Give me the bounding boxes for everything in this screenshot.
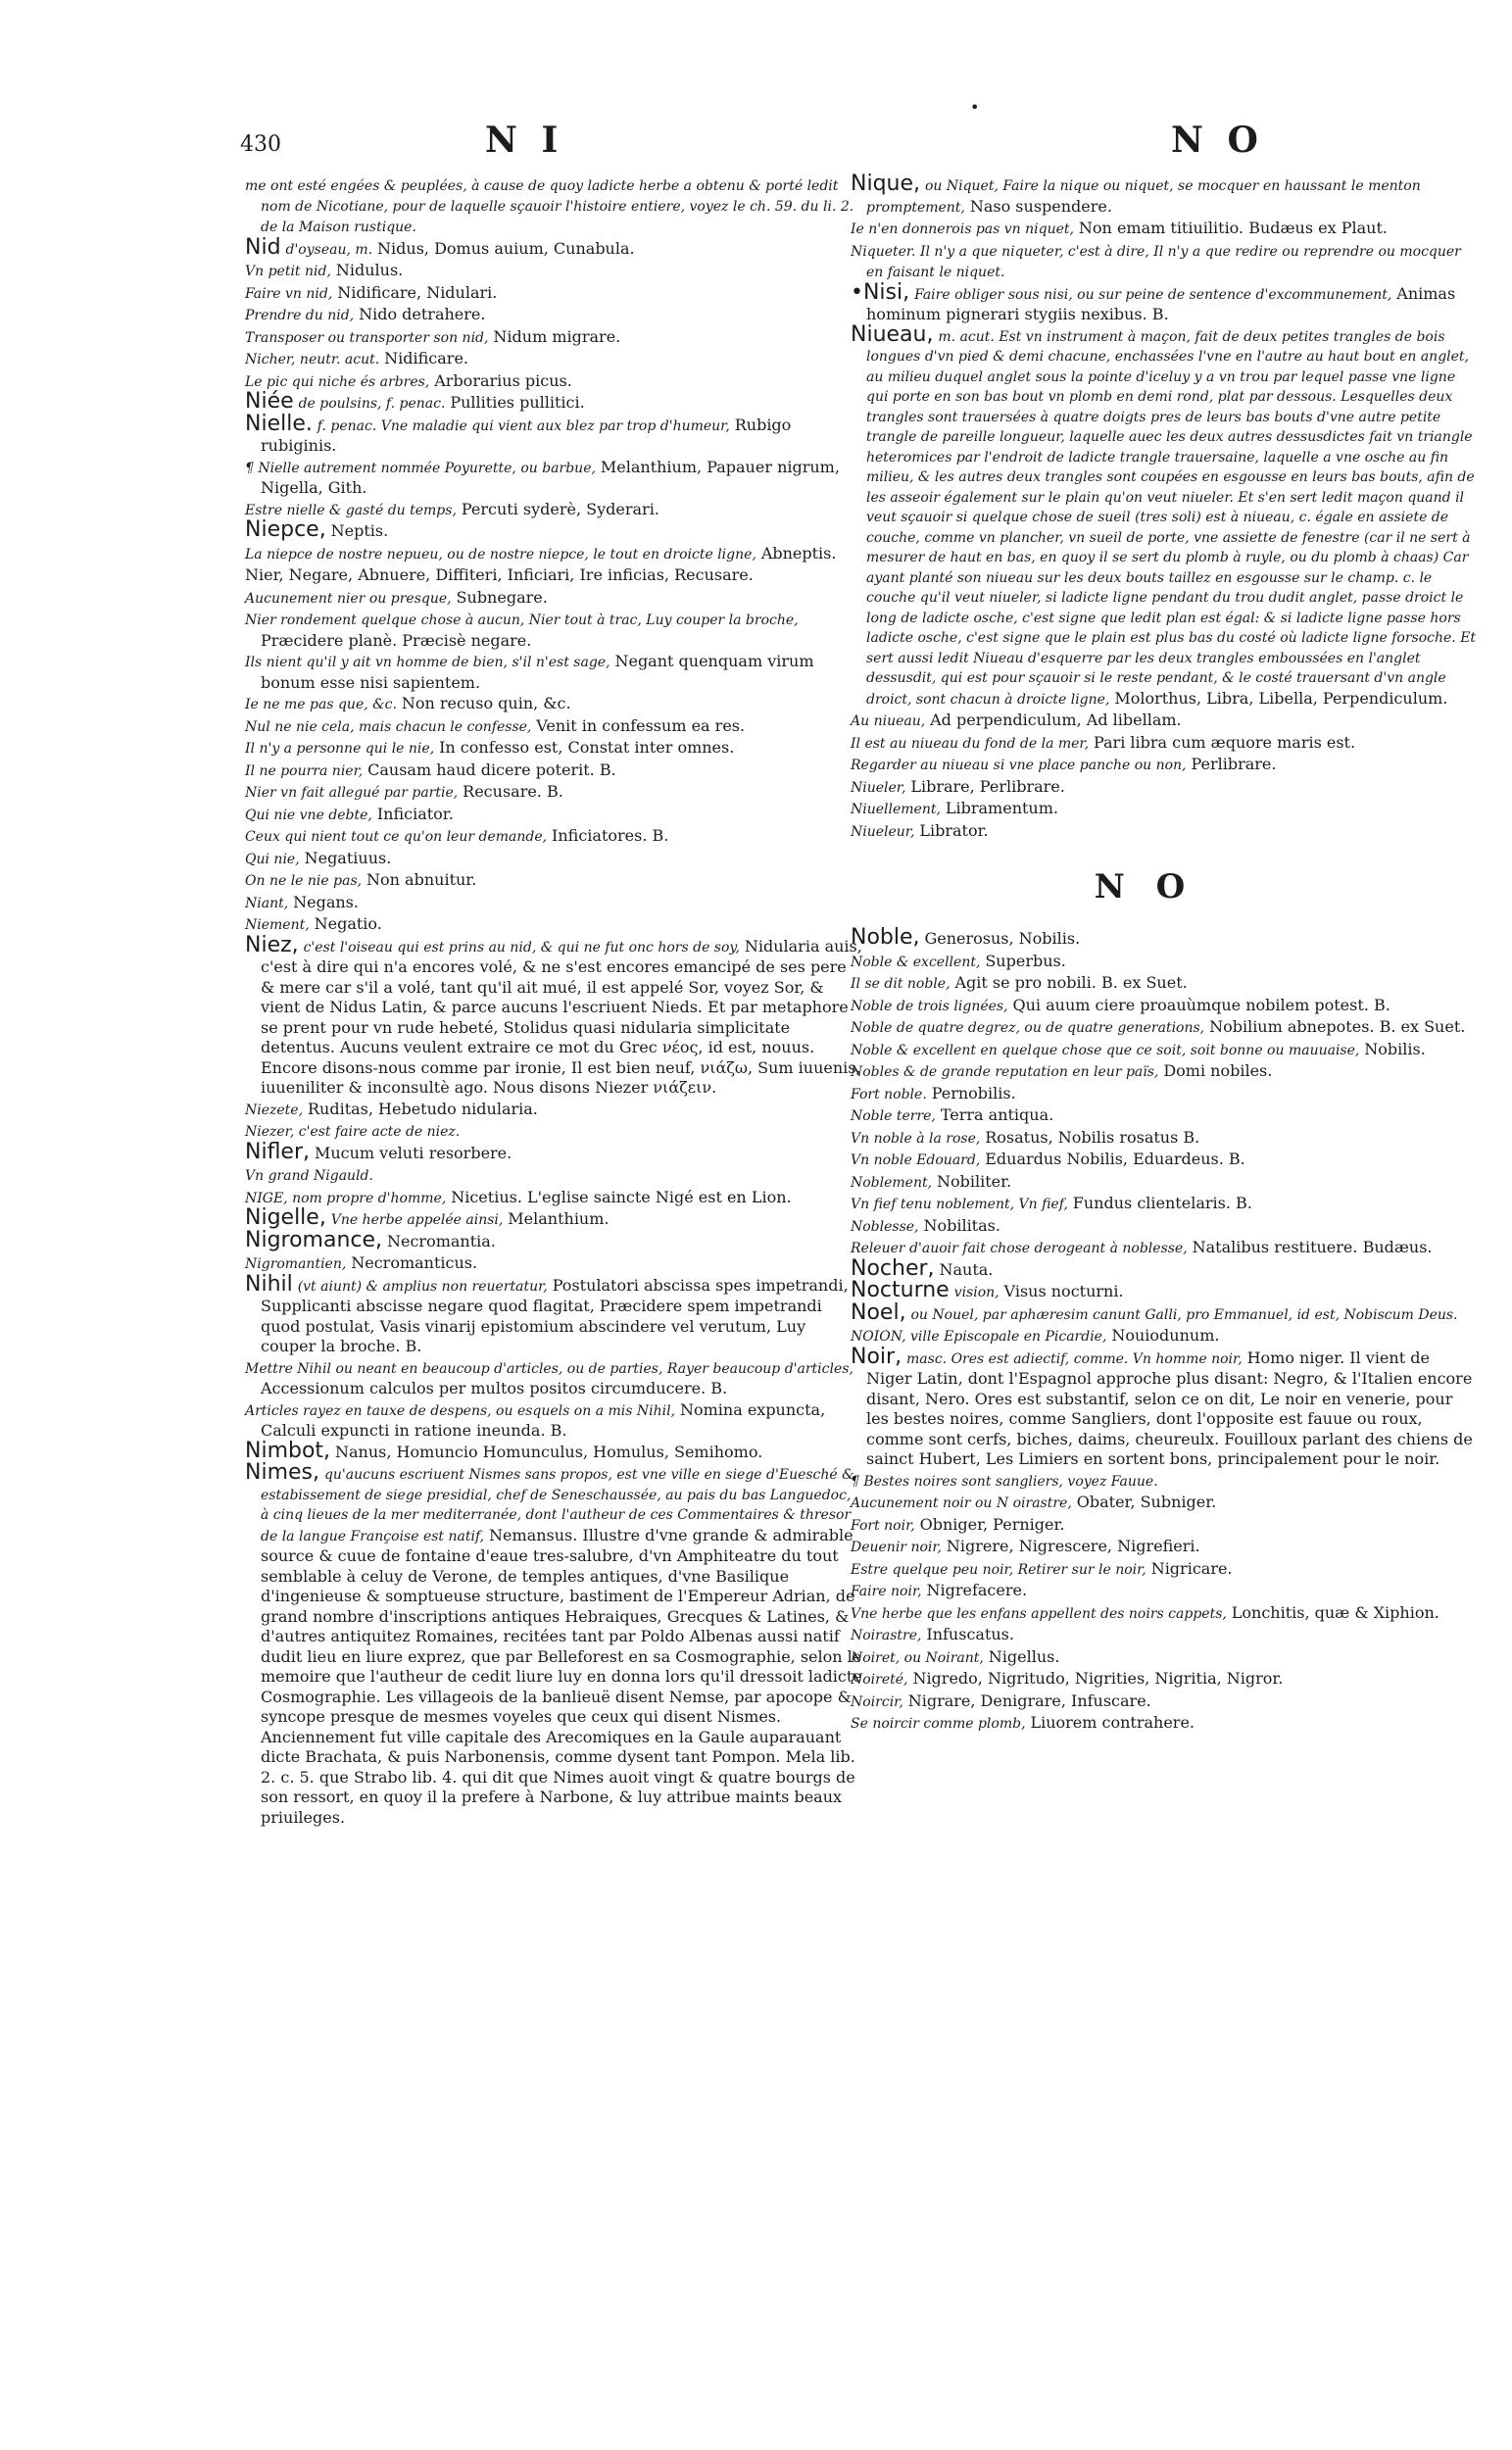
dictionary-entry	[245, 543, 862, 565]
entry-french-text: Vne herbe que les enfans appellent des noirs cappets,	[851, 1605, 1227, 1622]
dictionary-entry	[245, 825, 862, 848]
entry-french-text: Vne herbe appelée ainsi,	[330, 1212, 504, 1228]
entry-latin-text: Rubigo rubiginis.	[261, 415, 792, 455]
entry-latin-text: Necromanticus.	[351, 1253, 478, 1272]
dictionary-entry	[851, 1624, 1478, 1646]
dictionary-entry	[851, 1149, 1478, 1171]
entry-headword: Nocturne	[851, 1278, 950, 1302]
entry-latin-text: Nier, Negare, Abnuere, Diffiteri, Inficiari, Ire inficias, Recusare.	[245, 565, 754, 584]
entry-headword: Niez,	[245, 932, 299, 957]
entry-latin-text: Obater, Subniger.	[1076, 1493, 1217, 1511]
entry-french-text: Mettre Nihil ou neant en beaucoup d'articles, ou de parties, Rayer beaucoup d'articles,	[245, 1360, 854, 1377]
page-number: 430	[240, 132, 281, 157]
dictionary-entry	[245, 499, 862, 521]
entry-french-text: Niant,	[245, 895, 289, 911]
entry-latin-text: Præcidere planè. Præcisè negare.	[261, 630, 532, 650]
entry-latin-text: Causam haud dicere poterit. B.	[367, 760, 616, 779]
entry-latin-text: Pernobilis.	[931, 1083, 1016, 1102]
dictionary-entry	[851, 279, 1478, 325]
entry-latin-text: Nigricare.	[1150, 1558, 1233, 1578]
entry-latin-text: Agit se pro nobili. B. ex Suet.	[954, 973, 1188, 992]
entry-latin-text: Negatiuus.	[304, 848, 392, 867]
dictionary-entry	[851, 1536, 1478, 1558]
entry-french-text: Niueleur,	[851, 823, 915, 840]
entry-french-text: Faire noir,	[851, 1584, 922, 1599]
dictionary-entry	[851, 1060, 1478, 1083]
entry-french-text: Ie n'en donnerois pas vn niquet,	[851, 221, 1074, 237]
dictionary-entry	[851, 1646, 1478, 1669]
entry-french-text: Il n'y a personne qui le nie,	[245, 741, 435, 757]
entry-headword: Noir,	[851, 1344, 902, 1369]
entry-french-text: ou Niquet, Faire la nique ou niquet, se mocquer en haussant le menton promptement,	[866, 178, 1421, 216]
dictionary-entry	[851, 1690, 1478, 1713]
entry-french-text: Noble de quatre degrez, ou de quatre generations,	[851, 1020, 1205, 1036]
entry-french-text: Au niueau,	[851, 713, 926, 729]
dictionary-entry	[245, 1227, 862, 1253]
dictionary-entry	[245, 760, 862, 782]
entry-latin-text: Nicetius. L'eglise saincte Nigé est en Lion.	[451, 1187, 792, 1206]
entry-latin-text: Nobiliter.	[937, 1171, 1012, 1191]
entry-latin-text: Venit in confessum ea res.	[536, 715, 746, 735]
entry-french-text: Noble & excellent en quelque chose que ce soit, soit bonne ou mauuaise,	[851, 1042, 1360, 1058]
dictionary-entry	[245, 326, 862, 349]
entry-latin-text: Animas hominum pignerari stygiis nexibus. B.	[866, 283, 1456, 323]
entry-latin-text: In confesso est, Constat inter omnes.	[439, 738, 735, 757]
dictionary-entry	[245, 282, 862, 305]
entry-latin-text: Natalibus restituere. Budæus.	[1192, 1238, 1433, 1256]
entry-latin-text: Nobilis.	[1364, 1039, 1426, 1058]
entry-latin-text: Neptis.	[330, 521, 389, 540]
entry-french-text: f. penac. Vne maladie qui vient aux blez par trop d'humeur,	[317, 417, 730, 434]
entry-latin-text: Pullities pullitici.	[450, 393, 585, 412]
entry-latin-text: Terra antiqua.	[940, 1105, 1054, 1124]
dictionary-entry	[851, 972, 1478, 995]
dictionary-entry	[245, 1460, 862, 1828]
entry-french-text: Noble & excellent,	[851, 954, 981, 970]
entry-headword: •Nisi,	[851, 279, 910, 305]
entry-latin-text: Liuorem contrahere.	[1030, 1713, 1195, 1732]
entry-latin-text: Non emam titiuilitio. Budæus ex Plaut.	[1078, 219, 1388, 237]
entry-french-text: Niqueter. Il n'y a que niqueter, c'est à dire, Il n'y a que redire ou reprendre ou mocquer en faisant le niquet.	[851, 243, 1461, 280]
entry-latin-text: Recusare. B.	[463, 782, 563, 801]
entry-latin-text: Melanthium, Papauer nigrum, Nigella, Gith.	[261, 457, 840, 497]
entry-latin-text: Nomina expuncta, Calculi expuncti in ratione ineunda. B.	[261, 1399, 826, 1440]
entry-headword: Nocher,	[851, 1255, 935, 1281]
dictionary-entry	[245, 517, 862, 543]
dictionary-entry	[245, 348, 862, 370]
dictionary-entry	[851, 1237, 1478, 1259]
entry-french-text: de poulsins, f. penac.	[298, 396, 446, 412]
entry-latin-text: Qui auum ciere proauùmque nobilem potest. B.	[1012, 995, 1390, 1014]
entry-headword: Nimbot,	[245, 1438, 331, 1463]
dictionary-entry	[245, 1099, 862, 1121]
entry-latin-text: Postulatori abscissa spes impetrandi, Supplicanti abscisse negare quod flagitat, Præcidere spem impetrandi quod postulat, Vasis vinarij epistomium abscindere vel verutum, Luy couper la broche. B.	[261, 1275, 849, 1355]
entry-latin-text: Fundus clientelaris. B.	[1072, 1194, 1252, 1212]
entry-latin-text: Generosus, Nobilis.	[924, 929, 1081, 948]
entry-french-text: Le pic qui niche és arbres,	[245, 373, 430, 390]
entry-french-text: Noble terre,	[851, 1108, 936, 1124]
entry-headword: Nimes,	[245, 1460, 319, 1485]
entry-latin-text: Superbus.	[985, 951, 1066, 970]
entry-latin-text: Mucum veluti resorbere.	[314, 1143, 512, 1162]
entry-french-text: Noble de trois lignées,	[851, 998, 1008, 1014]
entry-french-text: Vn noble à la rose,	[851, 1130, 981, 1147]
dictionary-entry	[851, 1278, 1478, 1303]
dictionary-entry	[851, 1039, 1478, 1061]
entry-french-text: ¶ Nielle autrement nommée Poyurette, ou barbue,	[245, 460, 596, 476]
entry-french-text: Vn fief tenu noblement, Vn fief,	[851, 1197, 1068, 1212]
dictionary-entry	[851, 1470, 1478, 1493]
dictionary-entry	[245, 715, 862, 738]
entry-french-text: Qui nie,	[245, 851, 300, 867]
dictionary-entry	[851, 1580, 1478, 1602]
entry-latin-text: Molorthus, Libra, Libella, Perpendiculum.	[1114, 688, 1448, 708]
dictionary-entry	[851, 1668, 1478, 1690]
dictionary-entry	[245, 564, 862, 587]
entry-french-text: Ceux qui nient tout ce qu'on leur demande,	[245, 829, 548, 845]
entry-latin-text: Nidificare.	[384, 349, 469, 368]
dictionary-entry	[245, 848, 862, 870]
dictionary-entry	[851, 798, 1478, 820]
entry-french-text: Noircir,	[851, 1693, 903, 1710]
entry-latin-text: Obniger, Perniger.	[919, 1514, 1065, 1534]
entry-french-text: Estre quelque peu noir, Retirer sur le noir,	[851, 1561, 1146, 1578]
entry-latin-text: Nouiodunum.	[1111, 1326, 1220, 1345]
left-column	[245, 174, 862, 1828]
dictionary-entry	[851, 754, 1478, 776]
entry-french-text: Il ne pourra nier,	[245, 762, 364, 779]
right-column	[851, 174, 1478, 1735]
dictionary-entry	[245, 260, 862, 282]
dictionary-entry	[245, 869, 862, 892]
dictionary-entry	[851, 1712, 1478, 1735]
entry-headword: Nid	[245, 234, 281, 260]
entry-french-text: c'est l'oiseau qui est prins au nid, & qui ne fut onc hors de soy,	[303, 939, 740, 956]
entry-latin-text: Librator.	[919, 820, 989, 840]
entry-french-text: Regarder au niueau si vne place panche ou non,	[851, 758, 1187, 773]
entry-latin-text: Nidum migrare.	[493, 326, 621, 346]
printer-mark: •	[970, 98, 980, 117]
dictionary-entry	[851, 218, 1478, 240]
entry-french-text: Noirastre,	[851, 1628, 922, 1643]
entry-latin-text: Non abnuitur.	[366, 870, 477, 889]
dictionary-entry	[245, 1438, 862, 1464]
entry-french-text: Fort noble.	[851, 1086, 927, 1102]
dictionary-entry	[851, 1299, 1478, 1326]
dictionary-entry	[851, 1514, 1478, 1537]
entry-headword: Niueau,	[851, 321, 934, 347]
dictionary-entry	[245, 1187, 862, 1209]
entry-latin-text: Nigrere, Nigrescere, Nigrefieri.	[946, 1537, 1200, 1555]
entry-latin-text: Perlibrare.	[1191, 755, 1277, 773]
entry-french-text: Nigromantien,	[245, 1256, 347, 1272]
dictionary-entry	[851, 1171, 1478, 1194]
right-column-bottom-entries	[851, 925, 1478, 1735]
dictionary-entry	[245, 609, 862, 651]
dictionary-entry	[245, 1139, 862, 1165]
entry-latin-text: Ruditas, Hebetudo nidularia.	[307, 1099, 538, 1118]
entry-latin-text: Inficiator.	[376, 804, 454, 823]
entry-latin-text: Rosatus, Nobilis rosatus B.	[985, 1127, 1200, 1147]
entry-french-text: Aucunement nier ou presque,	[245, 590, 452, 607]
dictionary-entry	[245, 1164, 862, 1187]
entry-french-text: qu'aucuns escriuent Nismes sans propos, est vne ville en siege d'Euesché & estabissement de siege presidial, chef de Seneschaussée, au pais du bas Languedoc, à cinq lieues de la mer mediterranée, dont l'autheur de ces Commentaires & thresor de la langue Françoise est natif,	[261, 1467, 854, 1544]
dictionary-entry	[851, 925, 1478, 951]
dictionary-entry	[245, 1357, 862, 1399]
dictionary-entry	[245, 174, 862, 238]
dictionary-entry	[851, 1127, 1478, 1150]
entry-french-text: Noireté,	[851, 1672, 908, 1688]
entry-latin-text: Nidularia auis, c'est à dire qui n'a encores volé, & ne s'est encores emancipé de ses pere & mere car s'il a volé, tant qu'il ait mué, il est appelé Sor, voyez Sor, & vient de Nidus Latin, & parce aucuns l'escriuent Nieds. Et par metaphore se prent pour vn rude hebeté, Stolidus quasi nidularia simplicitate detentus. Aucuns veulent extraire ce mot du Grec νέος, id est, nouus. Encore disons-nous comme par ironie, Il est bien neuf, νιάζω, Sum iuuenis, iuueniliter & inconsultè ago. Nous disons Niezer νιάζειν.	[261, 936, 862, 1097]
dictionary-entry	[245, 804, 862, 826]
entry-latin-text: Nemansus. Illustre d'vne grande & admirable source & cuue de fontaine d'eaue tres-salubre, d'vn Amphiteatre du tout semblable à celuy de Verone, de temples antiques, d'vne Basilique d'ingenieuse & somptueuse structure, bastiment de l'Empereur Adrian, de grand nombre d'inscriptions antiques Hebraiques, Grecques & Latines, & d'autres antiquitez Romaines, recitées tant par Poldo Albenas aussi natif dudit lieu en liure exprez, que par Belleforest en sa Cosmographie, selon le memoire que l'autheur de cedit liure luy en donna lors qu'il dressoit ladicte Cosmographie. Les villageois de la banlieuë disent Nemse, par apocope & syncope presque de mesmes voyeles que ceux qui disent Nismes. Anciennement fut ville capitale des Arecomiques en la Gaule auparauant dicte Brachata, & puis Narbonensis, comme dysent tant Pompon. Mela lib. 2. c. 5. que Strabo lib. 4. qui dit que Nimes auoit vingt & quatre bourgs de son ressort, en quoy il la prefere à Narbone, & luy attribue maints beaux priuileges.	[261, 1525, 862, 1827]
entry-french-text: ou Nouel, par aphæresim canunt Galli, pro Emmanuel, id est, Nobiscum Deus.	[910, 1306, 1458, 1323]
entry-headword: Niepce,	[245, 517, 326, 542]
dictionary-entry	[245, 304, 862, 326]
entry-french-text: Niuellement,	[851, 802, 941, 817]
entry-latin-text: Lonchitis, quæ & Xiphion.	[1231, 1602, 1439, 1622]
entry-french-text: Faire vn nid,	[245, 285, 333, 302]
entry-french-text: Nicher, neutr. acut.	[245, 352, 380, 368]
entry-french-text: Vn noble Edouard,	[851, 1152, 981, 1168]
entry-french-text: Releuer d'auoir fait chose derogeant à noblesse,	[851, 1241, 1188, 1256]
entry-french-text: Fort noir,	[851, 1517, 915, 1534]
entry-french-text: Qui nie vne debte,	[245, 807, 372, 823]
dictionary-entry	[851, 1215, 1478, 1238]
dictionary-entry	[851, 174, 1478, 218]
entry-french-text: me ont esté engées & peuplées, à cause de quoy ladicte herbe a obtenu & porté ledit nom de Nicotiane, pour de laquelle sçauoir l'histoire entiere, voyez le ch. 59. du li. 2. de la Maison rustique.	[245, 178, 854, 235]
entry-latin-text: Nidificare, Nidulari.	[337, 282, 498, 302]
dictionary-entry	[245, 781, 862, 804]
dictionary-entry	[245, 932, 862, 1099]
entry-french-text: masc. Ores est adiectif, comme. Vn homme noir,	[906, 1350, 1243, 1367]
entry-latin-text: Abneptis.	[760, 543, 837, 563]
entry-french-text: Ie ne me pas que, &c.	[245, 697, 397, 712]
entry-latin-text: Nauta.	[939, 1259, 994, 1279]
entry-french-text: Nier vn fait allegué par partie,	[245, 785, 459, 801]
entry-latin-text: Naso suspendere.	[969, 196, 1112, 216]
dictionary-entry	[851, 321, 1478, 710]
entry-french-text: Niezer, c'est faire acte de niez.	[245, 1124, 461, 1140]
dictionary-entry	[245, 913, 862, 936]
entry-headword: Nigelle,	[245, 1205, 326, 1230]
entry-latin-text: Nobilitas.	[923, 1215, 1000, 1235]
entry-latin-text: Visus nocturni.	[1003, 1282, 1124, 1300]
entry-headword: Nigromance,	[245, 1227, 383, 1252]
dictionary-entry	[245, 693, 862, 715]
entry-french-text: Transposer ou transporter son nid,	[245, 329, 489, 346]
entry-latin-text: Nanus, Homuncio Homunculus, Homulus, Semihomo.	[334, 1442, 763, 1461]
entry-french-text: m. acut. Est vn instrument à maçon, fait de deux petites trangles de bois longues d'vn pied & demi chacune, enchassées l'vne en l'autre au haut bout en anglet, au milieu duquel anglet sous la pointe d'iceluy y a vn trou par lequel passe vne ligne qui porte en son bas bout vn plomb en demi rond, plat par dessous. Lesquelles deux trangles sont trauersées à quatre doigts pres de leurs bas bouts d'vne autre petite trangle de pareille longueur, laquelle auec les deux autres dessusdictes fait vn triangle heteromices par l'endroit de ladicte trangle trauersaine, laquelle a vne osche au fin milieu, & les autres deux trangles sont coupées en esgousse en leurs bas bouts, afin de les asseoir également sur le plain qu'on veut niueler. Et s'en sert ledit maçon quand il veut sçauoir si quelque chose de sueil (tres soli) est à niueau, c. égale en assiete de couche, comme vn plancher, vn sueil de porte, vne assiette de fenestre (car il ne sert à mesurer de haut en bas, en quoy il se sert du plomb à ruyle, ou du plomb à chaas) Car ayant planté son niueau sur les deux bouts taillez en esgousse sur le champ. c. le couche qu'il veut niueler, si ladicte ligne pendant du trou dudit anglet, passe droict le long de ladicte osche, c'est signe que ledit plan est égal: & si ladicte ligne passe hors ladicte osche, c'est signe que le plain est plus bas du costé où ladicte ligne forsoche. Et sert aussi ledit Niueau d'esquerre par les deux trangles emboussées en l'anglet dessusdit, qui est pour sçauoir si le reste pendant, & le costé trauersant d'vn angle droict, sont chacun à droicte ligne,	[866, 328, 1477, 708]
entry-latin-text: Negans.	[293, 892, 359, 911]
entry-latin-text: Domi nobiles.	[1163, 1061, 1273, 1080]
entry-latin-text: Melanthium.	[508, 1209, 610, 1228]
dictionary-entry	[245, 737, 862, 760]
dictionary-entry	[851, 1344, 1478, 1470]
entry-latin-text: Necromantia.	[386, 1231, 496, 1250]
entry-french-text: NIGE, nom propre d'homme,	[245, 1190, 447, 1206]
dictionary-entry	[245, 457, 862, 499]
dictionary-entry	[851, 820, 1478, 843]
dictionary-entry	[245, 651, 862, 693]
dictionary-entry	[851, 732, 1478, 755]
entry-latin-text: Nigrare, Denigrare, Infuscare.	[907, 1690, 1151, 1710]
entry-french-text: Articles rayez en tauxe de despens, ou esquels on a mis Nihil,	[245, 1402, 676, 1419]
dictionary-entry	[851, 1083, 1478, 1105]
dictionary-entry	[851, 1558, 1478, 1581]
dictionary-entry	[851, 1492, 1478, 1514]
entry-latin-text: Nigrefacere.	[926, 1581, 1028, 1599]
section-heading: N O	[1094, 867, 1195, 906]
entry-french-text: Nier rondement quelque chose à aucun, Nier tout à trac, Luy couper la broche,	[245, 612, 799, 628]
entry-latin-text: Infuscatus.	[926, 1625, 1014, 1643]
entry-french-text: Noblement,	[851, 1174, 933, 1191]
entry-latin-text: Ad perpendiculum, Ad libellam.	[930, 710, 1182, 729]
entry-french-text: On ne le nie pas,	[245, 873, 363, 889]
entry-latin-text: Eduardus Nobilis, Eduardeus. B.	[985, 1150, 1245, 1168]
entry-french-text: Noiret, ou Noirant,	[851, 1649, 984, 1666]
entry-latin-text: Nido detrahere.	[359, 305, 486, 323]
entry-latin-text: Arborarius picus.	[434, 370, 572, 390]
entry-french-text: Niueler,	[851, 779, 906, 796]
entry-french-text: Vn grand Nigauld.	[245, 1168, 373, 1184]
entry-french-text: Nul ne nie cela, mais chacun le confesse,	[245, 718, 532, 735]
dictionary-entry	[851, 1193, 1478, 1215]
entry-french-text: vision,	[953, 1285, 1000, 1300]
entry-latin-text: Nigellus.	[988, 1646, 1060, 1666]
entry-headword: Nihil	[245, 1271, 293, 1297]
entry-headword: Nielle.	[245, 411, 313, 436]
entry-french-text: Se noircir comme plomb,	[851, 1716, 1026, 1732]
entry-french-text: Noblesse,	[851, 1218, 919, 1235]
dictionary-entry	[245, 234, 862, 261]
dictionary-entry	[851, 1325, 1478, 1348]
entry-french-text: (vt aiunt) & amplius non reuertatur,	[297, 1278, 548, 1295]
right-column-top-entries	[851, 174, 1478, 842]
running-head-left: N I	[485, 120, 564, 161]
entry-french-text: Nobles & de grande reputation en leur païs,	[851, 1064, 1159, 1080]
dictionary-entry	[245, 411, 862, 457]
entry-french-text: Niement,	[245, 917, 310, 933]
dictionary-entry	[245, 1399, 862, 1442]
entry-latin-text: Negatio.	[314, 914, 382, 933]
entry-french-text: Ils nient qu'il y ait vn homme de bien, s'il n'est sage,	[245, 655, 610, 670]
dictionary-entry	[851, 1016, 1478, 1039]
entry-french-text: Il se dit noble,	[851, 976, 951, 992]
entry-headword: Noble,	[851, 925, 920, 950]
entry-latin-text: Accessionum calculos per multos positos circumducere. B.	[261, 1379, 728, 1397]
entry-latin-text: Nidulus.	[335, 261, 404, 279]
entry-french-text: d'oyseau, m.	[285, 241, 373, 258]
entry-latin-text: Nobilium abnepotes. B. ex Suet.	[1209, 1017, 1466, 1036]
dictionary-entry	[851, 776, 1478, 799]
dictionary-entry	[851, 1104, 1478, 1127]
dictionary-entry	[851, 1602, 1478, 1625]
entry-headword: Niée	[245, 389, 294, 414]
entry-french-text: Niezete,	[245, 1102, 304, 1118]
entry-french-text: Aucunement noir ou N oirastre,	[851, 1495, 1072, 1511]
dictionary-entry	[851, 240, 1478, 283]
entry-french-text: La niepce de nostre nepueu, ou de nostre niepce, le tout en droicte ligne,	[245, 546, 756, 563]
dictionary-entry	[245, 370, 862, 393]
entry-latin-text: Negant quenquam virum bonum esse nisi sapientem.	[261, 652, 814, 692]
entry-latin-text: Inficiatores. B.	[552, 826, 669, 845]
entry-french-text: Prendre du nid,	[245, 308, 355, 323]
entry-french-text: ¶ Bestes noires sont sangliers, voyez Fauue.	[851, 1473, 1158, 1490]
dictionary-entry	[851, 995, 1478, 1017]
entry-french-text: NOION, ville Episcopale en Picardie,	[851, 1329, 1107, 1345]
entry-latin-text: Librare, Perlibrare.	[910, 776, 1065, 796]
entry-french-text: Estre nielle & gasté du temps,	[245, 502, 457, 518]
dictionary-entry	[851, 951, 1478, 973]
entry-latin-text: Non recuso quin, &c.	[401, 694, 571, 712]
running-head-right: N O	[1171, 120, 1264, 161]
dictionary-entry	[851, 710, 1478, 732]
entry-french-text: Vn petit nid,	[245, 264, 331, 279]
entry-latin-text: Percuti syderè, Syderari.	[461, 499, 659, 518]
entry-latin-text: Homo niger. Il vient de Niger Latin, dont l'Espagnol approche plus disant: Negro, & l'Italien encore disant, Nero. Ores est substantif, selon ce on dit, Le noir en venerie, pour les bestes noires, comme Sangliers, dont l'opposite est fauue ou roux, comme sont cerfs, biches, daims, cheureulx. Fouilloux parlant des chiens de sainct Hubert, Les Limiers en sortent bons, principalement pour le noir.	[866, 1348, 1473, 1468]
dictionary-entry	[245, 1271, 862, 1357]
dictionary-entry	[245, 587, 862, 610]
dictionary-entry	[245, 1120, 862, 1143]
entry-french-text: Deuenir noir,	[851, 1540, 942, 1555]
dictionary-entry	[245, 1252, 862, 1275]
dictionary-entry	[245, 389, 862, 415]
entry-latin-text: Nigredo, Nigritudo, Nigrities, Nigritia, Nigror.	[912, 1669, 1284, 1688]
entry-french-text: Il est au niueau du fond de la mer,	[851, 735, 1090, 752]
entry-headword: Noel,	[851, 1299, 906, 1325]
entry-latin-text: Libramentum.	[945, 799, 1058, 817]
entry-french-text: Faire obliger sous nisi, ou sur peine de sentence d'excommunement,	[914, 286, 1392, 303]
dictionary-entry	[245, 892, 862, 914]
entry-latin-text: Pari libra cum æquore maris est.	[1093, 732, 1356, 752]
entry-headword: Nifler,	[245, 1139, 310, 1164]
entry-latin-text: Subnegare.	[456, 587, 548, 607]
entry-headword: Nique,	[851, 172, 921, 196]
entry-latin-text: Nidus, Domus auium, Cunabula.	[377, 238, 635, 258]
